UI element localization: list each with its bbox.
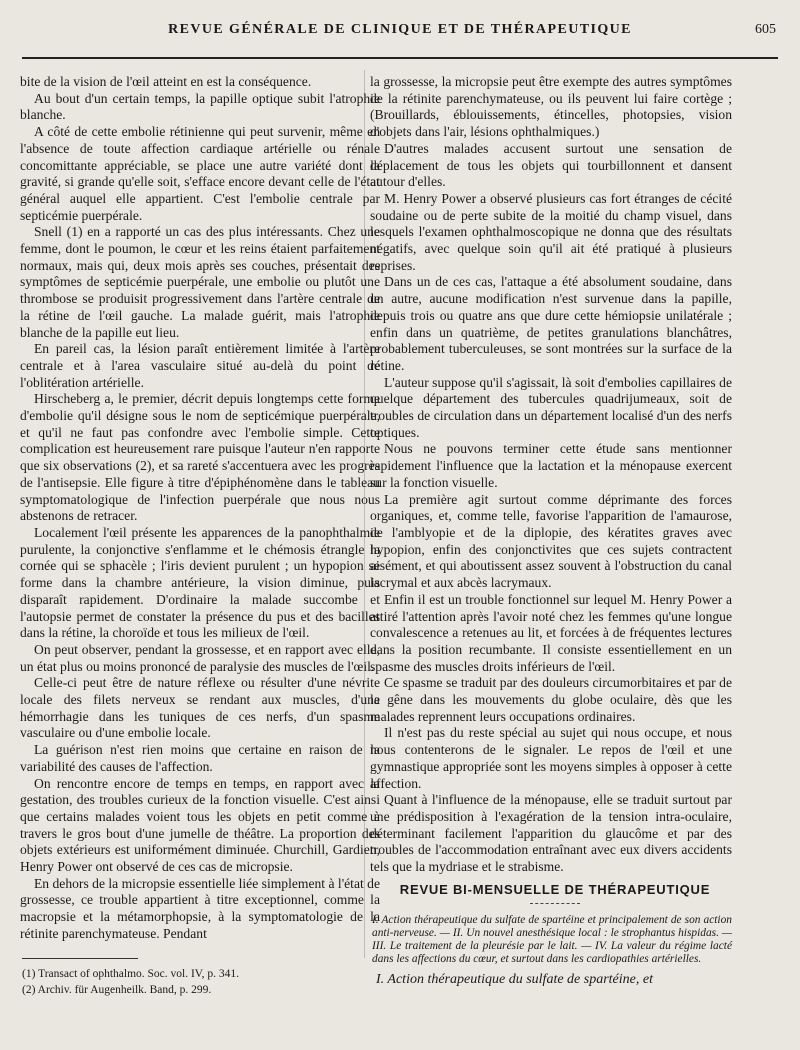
- paragraph: la grossesse, la micropsie peut être exempte des autres symptômes de la rétinite parenchymateuse, ou ils peuvent lui faire cortège ; (Brouillards, éblouissements, étincelles, photopsies, vision d'objets dans l'air, lésions ophthalmiques.): [370, 74, 732, 140]
- left-column: [20, 74, 380, 943]
- paragraph: Dans un de ces cas, l'attaque a été absolument soudaine, dans un autre, aucune modification n'est survenue dans la papille, depuis trois ou quatre ans que dure cette hémiopsie unilatérale ; enfin dans un quatrième, de petites granulations blanchâtres, probablement tuberculeuses, se sont montrées sur la surface de la rétine.: [370, 274, 732, 373]
- paragraph: Enfin il est un trouble fonctionnel sur lequel M. Henry Power a attiré l'attention après l'avoir noté chez les femmes qu'une longue convalescence a retenues au lit, et forcées à de fréquentes lectures dans la position recumbante. Il consiste essentiellement en un spasme des muscles droits inférieurs de l'œil.: [370, 591, 732, 674]
- paragraph: Celle-ci peut être de nature réflexe ou résulter d'une névrite locale des filets nerveux se rendant aux muscles, d'une hémorrhagie dans les tuniques de ces nerfs, d'un spasme vasculaire ou d'une embolie locale.: [20, 675, 380, 741]
- paragraph: La guérison n'est rien moins que certaine en raison de la variabilité des causes de l'affection.: [20, 742, 380, 774]
- paragraph: Au bout d'un certain temps, la papille optique subit l'atrophie blanche.: [20, 90, 380, 123]
- paragraph: M. Henry Power a observé plusieurs cas fort étranges de cécité soudaine ou de perte subite de la moitié du champ visuel, dans lesquels l'examen ophthalmoscopique ne donna que des résultats négatifs, avec quelque soin qu'il ait été pratiqué à plusieurs reprises.: [370, 190, 732, 273]
- paragraph: En pareil cas, la lésion paraît entièrement limitée à l'artère centrale et à l'area vasculaire situé au-delà du point de l'oblitération artérielle.: [20, 341, 380, 390]
- paragraph: A côté de cette embolie rétinienne qui peut survenir, même en l'absence de toute affection cardiaque artérielle ou rénale concomittante appréciable, se place une autre variété dont la gravité, si grande qu'elle soit, s'efface encore devant celle de l'état général auquel elle appartient. C'est l'embolie centrale par septicémie puerpérale.: [20, 124, 380, 223]
- paragraph: On rencontre encore de temps en temps, en rapport avec la gestation, des troubles curieux de la fonction visuelle. C'est ainsi que certains malades voient tous les objets en petit comme à travers le gros bout d'une jumelle de théâtre. La proportion des objets extérieurs est uniformément diminuée. Churchill, Gardien, Henry Power ont observé de ces cas de micropsie.: [20, 775, 380, 875]
- paragraph: En dehors de la micropsie essentielle liée simplement à l'état de grossesse, ce trouble appartient à titre exceptionnel, comme la macropsie et la métamorphopsie, à la symptomatologie de la rétinite parenchymateuse. Pendant: [20, 875, 380, 941]
- paragraph: On peut observer, pendant la grossesse, et en rapport avec elle, un état plus ou moins prononcé de paralysie des muscles de l'œil.: [20, 641, 380, 674]
- section-first-line: I. Action thérapeutique du sulfate de spartéine, et: [376, 972, 653, 987]
- page-number: 605: [755, 22, 776, 37]
- header-rule: [22, 57, 778, 59]
- section-title: REVUE BI-MENSUELLE DE THÉRAPEUTIQUE: [399, 882, 711, 897]
- paragraph: D'autres malades accusent surtout une sensation de déplacement de tous les objets qui tourbillonnent et dansent autour d'elles.: [370, 140, 732, 190]
- footnote-1: (1) Transact of ophthalmo. Soc. vol. IV, p. 341.: [22, 968, 240, 980]
- paragraph: Localement l'œil présente les apparences de la panophthalmie purulente, la conjonctive s'enflamme et le chémosis étrangle la cornée qui se sphacèle ; l'iris devient purulent ; un hypopion se forme dans la chambre antérieure, la vision diminue, puis disparaît rapidement. D'ordinaire la malade succombe et l'autopsie permet de constater la présence du pus et des bacilles dans la rétine, la choroïde et tous les milieux de l'œil.: [20, 524, 380, 641]
- footnote-2: (2) Archiv. für Augenheilk. Band, p. 299.: [22, 984, 212, 996]
- footnotes: [22, 966, 362, 998]
- paragraph: Quant à l'influence de la ménopause, elle se traduit surtout par une prédisposition à l'exagération de la tension intra-oculaire, déterminant facilement l'apparition du glaucôme et par des troubles de l'accommodation entraînant avec eux divers accidents tels que la mydriase et le strabisme.: [370, 792, 732, 875]
- paragraph: La première agit surtout comme déprimante des forces organiques, et, comme telle, favorise l'apparition de l'amaurose, de l'amblyopie et de la diplopie, des kératites graves avec hypopion, enfin des conjonctivites que ces sujets contractent aisément, et qui aboutissent assez souvent à l'obstruction du canal lacrymal et aux abcès lacrymaux.: [370, 491, 732, 591]
- running-title: REVUE GÉNÉRALE DE CLINIQUE ET DE THÉRAPEUTIQUE: [168, 22, 632, 37]
- footnote-rule: [22, 958, 138, 959]
- paragraph: L'auteur suppose qu'il s'agissait, là soit d'embolies capillaires de quelque département des tubercules quadrijumeaux, soit de troubles de circulation dans un département localisé d'un des nerfs optiques.: [370, 374, 732, 440]
- paragraph: Il n'est pas du reste spécial au sujet qui nous occupe, et nous nous contenterons de le signaler. Le repos de l'œil et une gymnastique appropriée sont les moyens simples à opposer à cette affection.: [370, 725, 732, 791]
- right-column: [370, 74, 732, 876]
- paragraph: Nous ne pouvons terminer cette étude sans mentionner rapidement l'influence que la lactation et la ménopause exercent sur la fonction visuelle.: [370, 441, 732, 490]
- page-header: [22, 22, 778, 48]
- paragraph: bite de la vision de l'œil atteint en est la conséquence.: [20, 74, 312, 89]
- paragraph: Snell (1) en a rapporté un cas des plus intéressants. Chez une femme, dont le poumon, le cœur et les reins étaient parfaitement normaux, mais qui, deux mois après ses couches, présentait des symptômes de septicémie puerpérale, une embolie ou plutôt une thrombose se produisit progressivement dans l'artère centrale de la rétine de l'œil gauche. La malade guérit, mais l'atrophie blanche de la papille eut lieu.: [20, 224, 380, 340]
- paragraph: Hirscheberg a, le premier, décrit depuis longtemps cette forme d'embolie qu'il désigne sous le nom de septicémique puerpérale, et qu'il ne faut pas confondre avec l'embolie simple. Cette complication est heureusement rare puisque l'auteur n'en rapporte que six observations (2), et sa rareté s'accentuera avec les progrès de l'antisepsie. Elle figure à titre d'épiphénomène dans le tableau symptomatologique de l'infection puerpérale que nous nous abstenons de retracer.: [20, 391, 380, 524]
- paragraph: Ce spasme se traduit par des douleurs circumorbitaires et par de la gêne dans les mouvements du globe oculaire, dès que les malades reprennent leurs occupations ordinaires.: [370, 675, 732, 724]
- section-summary: I. Action thérapeutique du sulfate de spartéine et principalement de son action anti-nerveuse. — II. Un nouvel anesthésique local : le strophantus hispidas. — III. Le traitement de la pleurésie par le lait. — IV. La valeur du régime lacté dans les affections du cœur, et surtout dans les cardiopathies artérielles.: [372, 914, 732, 965]
- section-ornament: [530, 903, 580, 904]
